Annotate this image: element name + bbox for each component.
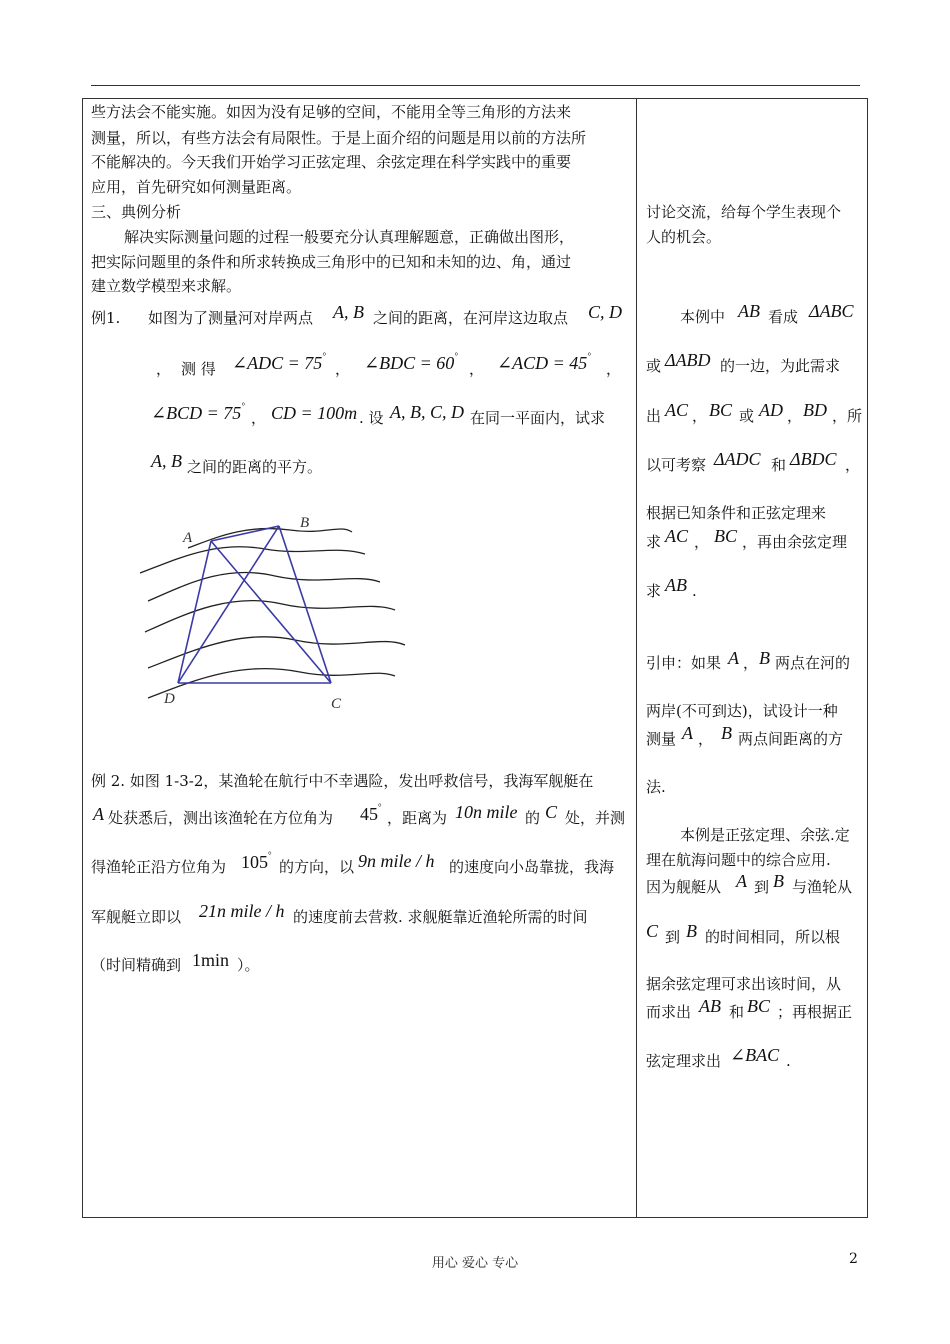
paragraph-line: 解决实际测量问题的过程一般要充分认真理解题意，正确做出图形， — [124, 228, 575, 246]
math-angle-bcd: ∠BCD = 75° — [151, 401, 245, 423]
math-bd: BD — [803, 400, 827, 420]
math-angle-bac: ∠BAC — [730, 1045, 780, 1065]
math-45: 45° — [360, 802, 382, 824]
math-cd: C, D — [588, 302, 623, 322]
example-text: 处获悉后，测出该渔轮在方位角为 — [108, 809, 334, 827]
example-text: . 设 — [359, 409, 384, 427]
note-line: 两岸(不可到达)，试设计一种 — [646, 702, 838, 720]
point-label-d: D — [164, 691, 175, 707]
page-number: 2 — [849, 1251, 858, 1267]
note-text: 看成 — [768, 308, 799, 326]
note-text: 出 — [646, 407, 662, 425]
point-label-c: C — [331, 696, 342, 712]
example-text: 军舰艇立即以 — [91, 908, 182, 926]
note-line: 本例是正弦定理、余弦.定 — [680, 826, 850, 844]
note-line: 理在航海问题中的综合应用. — [646, 851, 831, 869]
math-points: A, B, C, D — [390, 402, 464, 422]
punct: ， — [692, 407, 708, 425]
example-text: 处，并测 — [565, 809, 626, 827]
note-text: 的一边，为此需求 — [720, 357, 841, 375]
math-105: 105° — [241, 850, 272, 872]
point-label-b: B — [300, 515, 310, 531]
math-ac: AC — [665, 400, 689, 420]
example-2-line: 例 2. 如图 1-3-2，某渔轮在航行中不幸遇险，发出呼救信号，我海军舰艇在 — [91, 772, 594, 790]
punct: ， — [335, 360, 351, 378]
math-ab: A, B — [333, 302, 364, 322]
punct: ， — [156, 360, 172, 378]
math-cd-length: CD = 100m — [271, 403, 358, 423]
point-label-a: A — [183, 530, 193, 546]
note-text: ；再根据正 — [777, 1003, 853, 1021]
note-text: 以可考察 — [646, 456, 707, 474]
punct: ， — [469, 360, 485, 378]
math-c: C — [545, 802, 558, 822]
segment-ac — [211, 541, 331, 683]
example-text: 的速度前去营救. 求舰艇靠近渔轮所需的时间 — [293, 908, 588, 926]
note-text: 两点间距离的方 — [738, 730, 844, 748]
punct: ， — [698, 730, 714, 748]
math-bc: BC — [709, 400, 733, 420]
math-10nmile: 10n mile — [455, 802, 518, 822]
example-text: 得渔轮正沿方位角为 — [91, 858, 227, 876]
example-label: 例1. — [91, 309, 121, 327]
math-b: B — [686, 921, 697, 941]
note-text: 求 — [646, 582, 662, 600]
math-triangle-adc: ΔADC — [714, 449, 761, 469]
note-text: 和 — [771, 456, 787, 474]
example-text: ）。 — [237, 956, 260, 974]
note-line: 据余弦定理可求出该时间，从 — [646, 975, 842, 993]
example-text: 的 — [525, 809, 541, 827]
note-text: 而求出 — [646, 1003, 692, 1021]
punct: ， — [743, 654, 759, 672]
note-text: 引申：如果 — [646, 654, 722, 672]
math-b: B — [759, 648, 770, 668]
math-angle-bdc: ∠BDC = 60° — [364, 351, 458, 373]
punct: ， — [251, 409, 267, 427]
example-text: ，距离为 — [387, 809, 448, 827]
paragraph-line: 测量，所以，有些方法会有局限性。于是上面介绍的问题是用以前的方法所 — [91, 129, 587, 147]
paragraph-line: 些方法会不能实施。如因为没有足够的空间，不能用全等三角形的方法来 — [91, 103, 572, 121]
math-a: A — [682, 723, 693, 743]
punct: ， — [845, 456, 861, 474]
example-text: 在同一平面内，试求 — [470, 409, 606, 427]
math-21nmileh: 21n mile / h — [199, 901, 285, 921]
note-text: 和 — [729, 1003, 745, 1021]
punct: ， — [787, 407, 803, 425]
punct: . — [692, 582, 697, 600]
math-triangle-bdc: ΔBDC — [790, 449, 837, 469]
math-ab: AB — [699, 996, 721, 1016]
note-text: 弦定理求出 — [646, 1052, 722, 1070]
math-b: B — [773, 871, 784, 891]
example-text: 之间的距离，在河岸这边取点 — [373, 309, 569, 327]
segment-ab — [211, 526, 279, 541]
math-ab: AB — [738, 301, 760, 321]
math-angle-acd: ∠ACD = 45° — [497, 351, 591, 373]
paragraph-line: 把实际问题里的条件和所求转换成三角形中的已知和未知的边、角，通过 — [91, 253, 572, 271]
math-9nmileh: 9n mile / h — [358, 851, 435, 871]
note-text: 或 — [646, 357, 662, 375]
note-text: 或 — [739, 407, 755, 425]
paragraph-line: 建立数学模型来求解。 — [91, 277, 242, 295]
note-text: ，再由余弦定理 — [742, 533, 848, 551]
note-text: 两点在河的 — [775, 654, 851, 672]
example-text: （时间精确到 — [91, 956, 182, 974]
note-line: 人的机会。 — [646, 228, 722, 246]
quadrilateral-abcd — [178, 526, 331, 683]
note-text: 本例中 — [680, 308, 726, 326]
paragraph-line: 不能解决的。今天我们开始学习正弦定理、余弦定理在科学实践中的重要 — [91, 153, 572, 171]
punct: . — [786, 1052, 791, 1070]
math-angle-adc: ∠ADC = 75° — [232, 351, 326, 373]
note-line: 讨论交流，给每个学生表现个 — [646, 203, 842, 221]
math-a: A — [728, 648, 739, 668]
note-line: 根据已知条件和正弦定理来 — [646, 504, 827, 522]
segment-da — [178, 541, 211, 683]
math-bc: BC — [747, 996, 771, 1016]
paragraph-line: 应用，首先研究如何测量距离。 — [91, 178, 302, 196]
section-heading: 三、典例分析 — [91, 203, 182, 221]
note-text: 到 — [665, 928, 681, 946]
math-a: A — [736, 871, 747, 891]
note-text: 到 — [754, 878, 770, 896]
note-text: 因为舰艇从 — [646, 878, 722, 896]
punct: ， — [606, 360, 622, 378]
math-a: A — [93, 804, 104, 824]
note-line: 法. — [646, 778, 666, 796]
example-text: 测 得 — [181, 360, 216, 378]
math-ac: AC — [665, 526, 689, 546]
math-triangle-abc: ΔABC — [809, 301, 854, 321]
example-text: 如图为了测量河对岸两点 — [148, 309, 314, 327]
example-text: 之间的距离的平方。 — [187, 458, 323, 476]
math-1min: 1min — [192, 950, 230, 970]
note-text: 求 — [646, 533, 662, 551]
math-bc: BC — [714, 526, 738, 546]
math-b: B — [721, 723, 732, 743]
example-text: 的方向，以 — [279, 858, 355, 876]
note-text: 测量 — [646, 730, 677, 748]
note-text: 与渔轮从 — [792, 878, 853, 896]
footer-text: 用心 爱心 专心 — [431, 1256, 519, 1271]
punct: ， — [694, 533, 710, 551]
math-c: C — [646, 921, 659, 941]
note-text: ，所 — [832, 407, 863, 425]
math-ab: AB — [665, 575, 687, 595]
example-text: 的速度向小岛靠拢，我海 — [449, 858, 615, 876]
note-text: 的时间相同，所以根 — [705, 928, 841, 946]
math-ad: AD — [759, 400, 783, 420]
math-triangle-abd: ΔABD — [665, 350, 711, 370]
math-ab: A, B — [151, 451, 182, 471]
